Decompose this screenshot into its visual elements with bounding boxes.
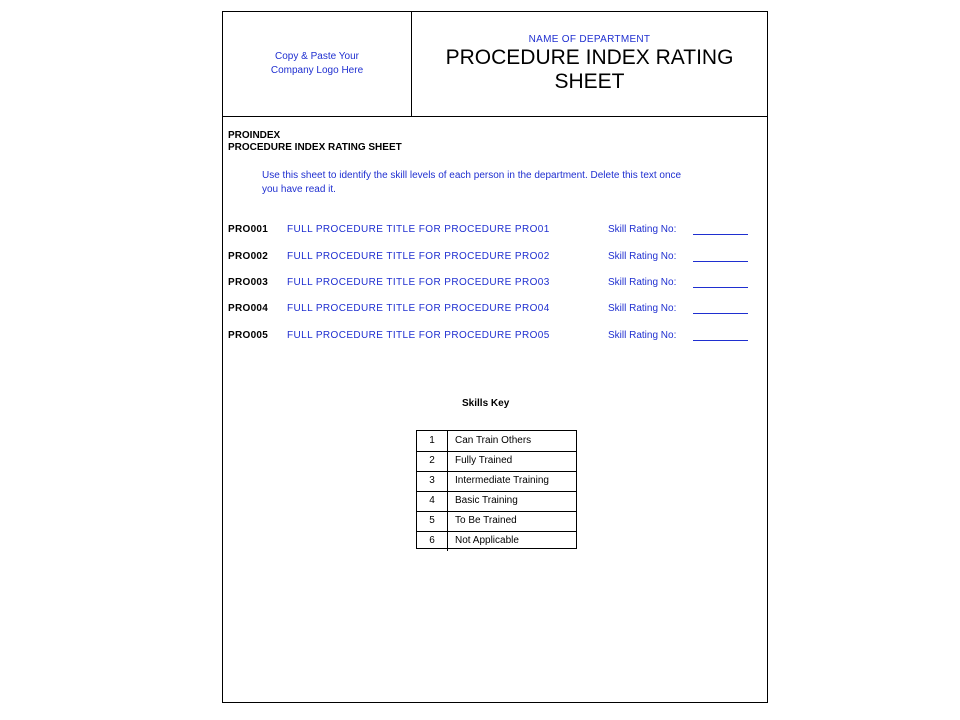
procedure-code: PRO005 (228, 330, 269, 341)
rating-sheet-page (222, 11, 768, 703)
procedure-code: PRO004 (228, 303, 269, 314)
skills-key-row (417, 431, 576, 452)
skill-rating-label: Skill Rating No: (608, 251, 677, 262)
skill-rating-label: Skill Rating No: (608, 277, 677, 288)
skill-rating-label: Skill Rating No: (608, 330, 677, 341)
skill-level-label: Not Applicable (455, 535, 519, 546)
skill-level-label: Intermediate Training (455, 475, 549, 486)
page-title-line-1: PROCEDURE INDEX RATING (445, 46, 734, 69)
document-code-block (228, 130, 402, 154)
procedure-title: FULL PROCEDURE TITLE FOR PROCEDURE PRO02 (287, 251, 550, 262)
logo-placeholder-line-2: Company Logo Here (270, 65, 364, 76)
skill-rating-blank[interactable] (693, 261, 748, 262)
skills-key-row (417, 471, 576, 492)
skills-key-row (417, 491, 576, 512)
procedure-row (228, 302, 758, 316)
skill-level-label: To Be Trained (455, 515, 517, 526)
title-cell (412, 12, 767, 116)
procedure-code: PRO002 (228, 251, 269, 262)
skill-level-label: Can Train Others (455, 435, 532, 446)
procedure-title: FULL PROCEDURE TITLE FOR PROCEDURE PRO04 (287, 303, 550, 314)
skill-rating-blank[interactable] (693, 287, 748, 288)
procedure-title: FULL PROCEDURE TITLE FOR PROCEDURE PRO05 (287, 330, 550, 341)
page-title (412, 46, 767, 94)
skills-key-table (416, 430, 577, 549)
instructions-text (262, 169, 762, 197)
skills-key-title: Skills Key (462, 398, 510, 409)
skills-key-row (417, 451, 576, 472)
skills-key-row (417, 511, 576, 532)
skill-level-number: 5 (417, 511, 448, 531)
procedure-row (228, 250, 758, 264)
logo-placeholder-line-1: Copy & Paste Your (275, 51, 359, 62)
instructions-line-2: you have read it. (262, 184, 336, 195)
document-subtitle: PROCEDURE INDEX RATING SHEET (228, 142, 402, 153)
skill-rating-blank[interactable] (693, 340, 748, 341)
skill-level-label: Basic Training (455, 495, 518, 506)
skill-rating-label: Skill Rating No: (608, 303, 677, 314)
procedure-code: PRO003 (228, 277, 269, 288)
procedure-row (228, 276, 758, 290)
page-title-line-2: SHEET (554, 70, 625, 93)
procedure-title: FULL PROCEDURE TITLE FOR PROCEDURE PRO03 (287, 277, 550, 288)
skill-level-number: 4 (417, 491, 448, 511)
skill-level-number: 3 (417, 471, 448, 491)
sheet-header (223, 12, 767, 117)
skill-rating-blank[interactable] (693, 313, 748, 314)
skill-rating-label: Skill Rating No: (608, 224, 677, 235)
logo-placeholder (223, 12, 412, 116)
skill-level-label: Fully Trained (455, 455, 513, 466)
procedure-row (228, 329, 758, 343)
department-name: NAME OF DEPARTMENT (528, 34, 651, 45)
skill-level-number: 1 (417, 431, 448, 451)
document-code: PROINDEX (228, 130, 281, 141)
procedure-title: FULL PROCEDURE TITLE FOR PROCEDURE PRO01 (287, 224, 550, 235)
skill-level-number: 2 (417, 451, 448, 471)
procedure-code: PRO001 (228, 224, 269, 235)
skills-key-row (417, 531, 576, 551)
procedure-row (228, 223, 758, 237)
skill-rating-blank[interactable] (693, 234, 748, 235)
skill-level-number: 6 (417, 531, 448, 551)
instructions-line-1: Use this sheet to identify the skill levels of each person in the department. Delete this text once (262, 170, 682, 181)
